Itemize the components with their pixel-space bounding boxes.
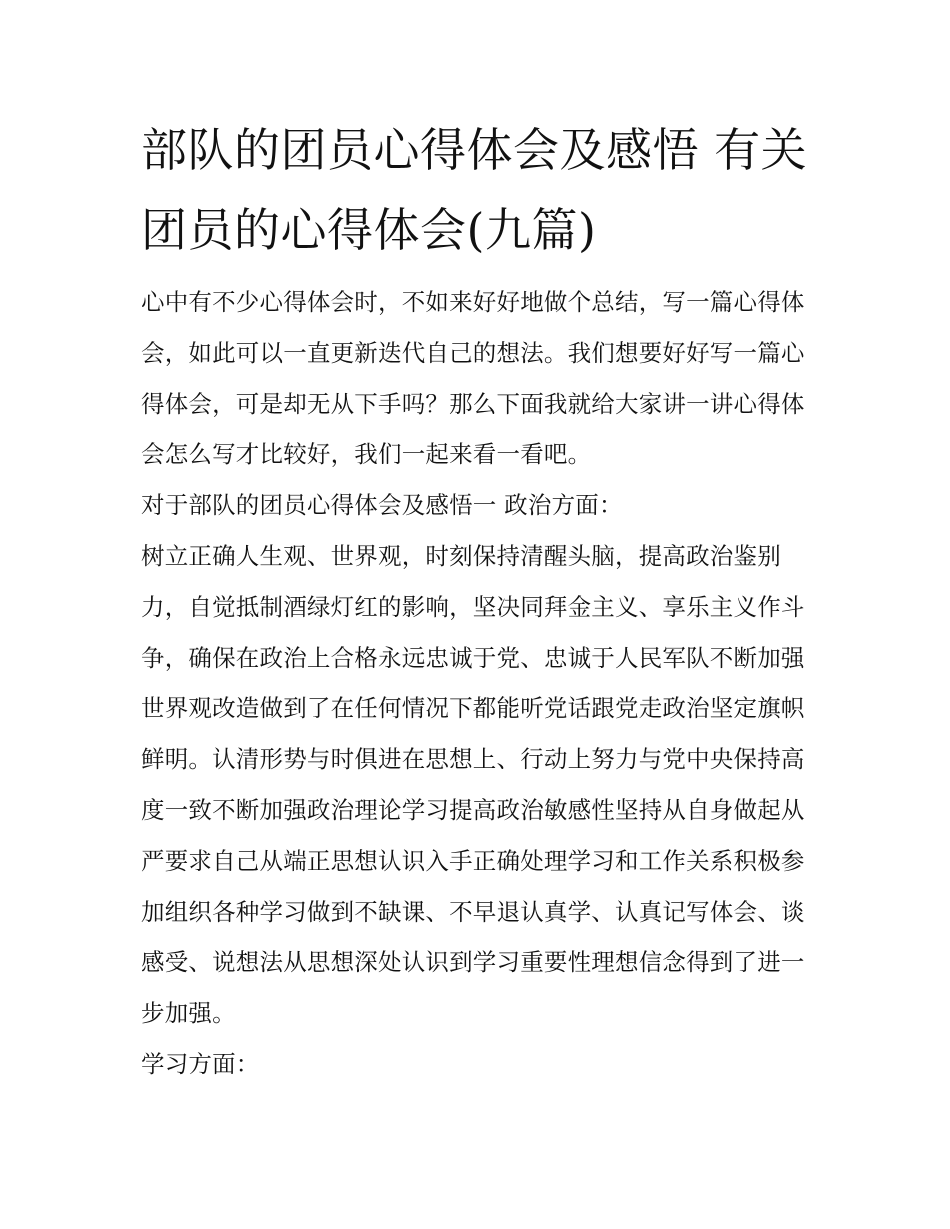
- document-body: [141, 110, 813, 1090]
- politics-paragraph: 树立正确人生观、世界观，时刻保持清醒头脑，提高政治鉴别力，自觉抵制酒绿灯红的影响，坚决同拜金主义、享乐主义作斗争，确保在政治上合格永远忠诚于党、忠诚于人民军队不断加强世界观改造做到了在任何情况下都能听党话跟党走政治坚定旗帜鲜明。认清形势与时俱进在思想上、行动上努力与党中央保持高度一致不断加强政治理论学习提高政治敏感性坚持从自身做起从严要求自己从端正思想认识入手正确处理学习和工作关系积极参加组织各种学习做到不缺课、不早退认真学、认真记写体会、谈感受、说想法从思想深处认识到学习重要性理想信念得到了进一步加强。: [141, 541, 805, 1028]
- section-heading-study: 学习方面：: [141, 1049, 260, 1078]
- intro-paragraph: 心中有不少心得体会时，不如来好好地做个总结，写一篇心得体会，如此可以一直更新迭代自己的想法。我们想要好好写一篇心得体会，可是却无从下手吗？那么下面我就给大家讲一讲心得体会怎么写才比较好，我们一起来看一看吧。: [141, 288, 805, 469]
- document-title: 部队的团员心得体会及感悟 有关团员的心得体会(九篇): [141, 123, 808, 257]
- section-heading-politics: 对于部队的团员心得体会及感悟一 政治方面：: [141, 491, 623, 520]
